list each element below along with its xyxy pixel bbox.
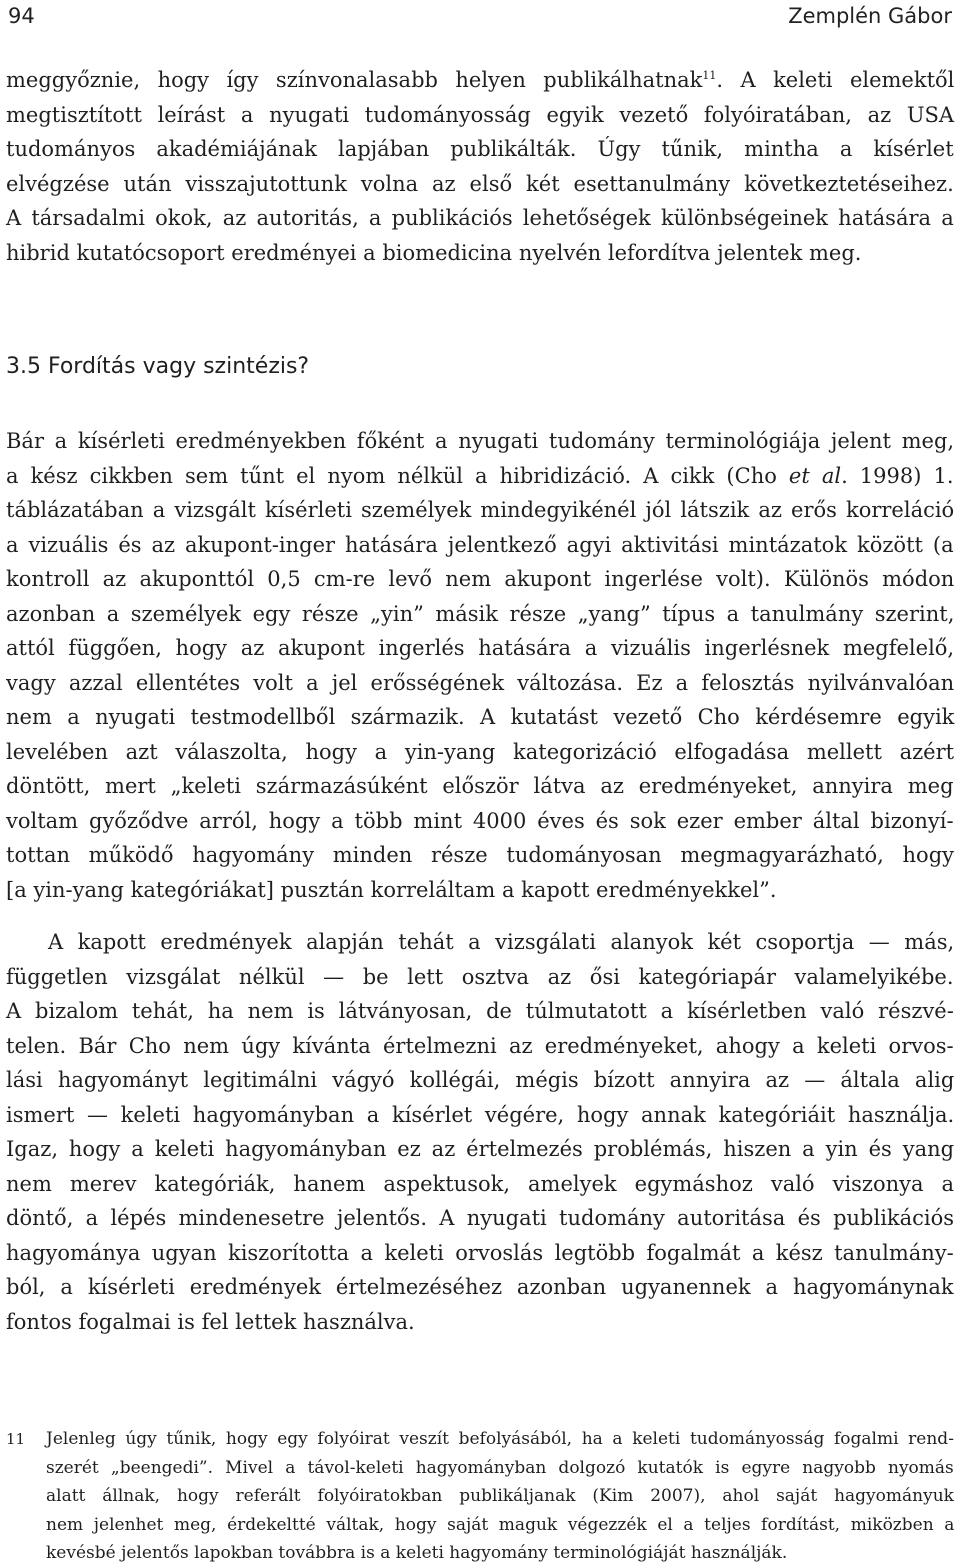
paragraph-2-line: nem a nyugati testmodellből származik. A kutatást vezető Cho kérdésemre egyik <box>6 705 955 729</box>
paragraph-3-line: telen. Bár Cho nem úgy kívánta értelmezni az eredményeket, ahogy a keleti orvos- <box>6 1033 954 1058</box>
footnote-line: Jelenleg úgy tűnik, hogy egy folyóirat veszít befolyásából, ha a keleti tudományosság fogalmi rend- <box>46 1429 954 1449</box>
paragraph-2-line: kontroll az akuponttól 0,5 cm-re levő nem akupont ingerlése volt). Különös módon <box>6 567 955 591</box>
paragraph-3-line: döntő, a lépés mindenesetre jelentős. A nyugati tudomány autoritása és publikációs <box>6 1206 955 1230</box>
footnote-reference[interactable]: 11 <box>702 69 717 82</box>
page-header <box>8 4 952 36</box>
paragraph-2-line: attól függően, hogy az akupont ingerlés hatására a vizuális ingerlésnek megfelelő, <box>6 636 955 660</box>
paragraph-2-line: tottan működő hagyomány minden része tudományosan megmagyarázható, hogy <box>6 843 955 867</box>
paragraph-2-line: azonban a személyek egy része „yin” másik része „yang” típus a tanulmány szerint, <box>6 601 955 626</box>
paragraph-3 <box>6 925 954 1339</box>
footnote-number: 11 <box>6 1430 26 1448</box>
footnote-line: nem jelenhet meg, érdekeltté váltak, hogy saját maguk végezzék el a teljes fordítást, miközben a <box>46 1514 955 1535</box>
paragraph-2-line: vagy azzal ellentétes volt a jel erősségének változása. Ez a felosztás nyilvánvalóan <box>6 670 955 695</box>
paragraph-2-line: levelében azt válaszolta, hogy a yin-yang kategorizáció elfogadása mellett azért <box>6 739 955 764</box>
paragraph-3-line: Igaz, hogy a keleti hagyományban ez az értelmezés problémás, hiszen a yin és yang <box>6 1137 955 1161</box>
paragraph-3-line: fontos fogalmai is fel lettek használva. <box>6 1309 415 1334</box>
paragraph-2-line: [a yin-yang kategóriákat] pusztán korreláltam a kapott eredményekkel”. <box>6 877 777 902</box>
running-head-author: Zemplén Gábor <box>788 4 952 28</box>
footnote-text <box>46 1425 954 1568</box>
paragraph-2-line: a kész cikkben sem tűnt el nyom nélkül a hibridizáció. A cikk (Cho et al. 1998) 1. <box>6 463 954 488</box>
footnote-line: kevésbé jelentős lapokban továbbra is a keleti hagyomány terminológiáját használják. <box>46 1543 788 1563</box>
footnote-line: szerét „beengedi”. Mivel a távol-keleti hagyományban dolgozó kutatók is egyre nagyobb nyomás <box>46 1457 954 1478</box>
paragraph-3-line: lási hagyományt legitimálni vágyó kollégái, mégis bízott annyira az — általa alig <box>6 1068 955 1092</box>
paragraph-1-line: hibrid kutatócsoport eredményei a biomedicina nyelvén lefordítva jelentek meg. <box>6 240 862 265</box>
paragraph-2 <box>6 424 954 907</box>
page-number: 94 <box>8 4 35 28</box>
paragraph-2-line: döntött, mert „keleti származásúként először látva az eredményeket, annyira meg <box>6 774 954 798</box>
paragraph-2-line: Bár a kísérleti eredményekben főként a nyugati tudomány terminológiája jelent meg, <box>6 429 955 453</box>
paragraph-3-line: ismert — keleti hagyományban a kísérlet végére, hogy annak kategóriáit használja. <box>6 1102 955 1127</box>
paragraph-3-line: független vizsgálat nélkül — be lett osztva az ősi kategóriapár valamelyikébe. <box>6 964 954 989</box>
paragraph-3-line: nem merev kategóriák, hanem aspektusok, amelyek egymáshoz való viszonya a <box>6 1171 955 1196</box>
section-heading: 3.5 Fordítás vagy szintézis? <box>6 354 310 379</box>
paragraph-2-line: a vizuális és az akupont-inger hatására jelentkező agyi aktivitási mintázatok között (a <box>6 532 954 557</box>
paragraph-3-line: ból, a kísérleti eredmények értelmezéséhez azonban ugyanennek a hagyománynak <box>6 1275 954 1299</box>
paragraph-3-line: A kapott eredmények alapján tehát a vizsgálati alanyok két csoportja — más, <box>48 930 955 954</box>
paragraph-2-line: voltam győződve arról, hogy a több mint 4000 éves és sok ezer ember által bizonyí- <box>6 808 954 833</box>
paragraph-1 <box>6 63 954 270</box>
paragraph-1-line: megtisztított leírást a nyugati tudományosság egyik vezető folyóiratában, az USA <box>6 102 955 127</box>
paragraph-1-line: A társadalmi okok, az autoritás, a publikációs lehetőségek különbségeinek hatására a <box>6 206 954 230</box>
paragraph-3-line: hagyománya ugyan kiszorította a keleti orvoslás legtöbb fogalmát a kész tanulmány- <box>6 1240 954 1265</box>
paragraph-3-line: A bizalom tehát, ha nem is látványosan, de túlmutatott a kísérletben való részvé- <box>6 999 954 1023</box>
footnote-line: alatt állnak, hogy referált folyóiratokban publikáljanak (Kim 2007), ahol saját hagyományuk <box>46 1486 954 1506</box>
paragraph-1-line-1: meggyőznie, hogy így színvonalasabb helyen publikálhatnak$^{11}$. A keleti elemektől <box>6 68 955 92</box>
paragraph-2-line: táblázatában a vizsgált kísérleti személyek mindegyikénél jól látszik az erős korreláció <box>6 498 955 522</box>
paragraph-1-line: elvégzése után visszajutottunk volna az első két esettanulmány következtetéseihez. <box>6 171 954 196</box>
paragraph-1-line: tudományos akadémiájának lapjában publikálták. Úgy tűnik, mintha a kísérlet <box>6 137 954 161</box>
